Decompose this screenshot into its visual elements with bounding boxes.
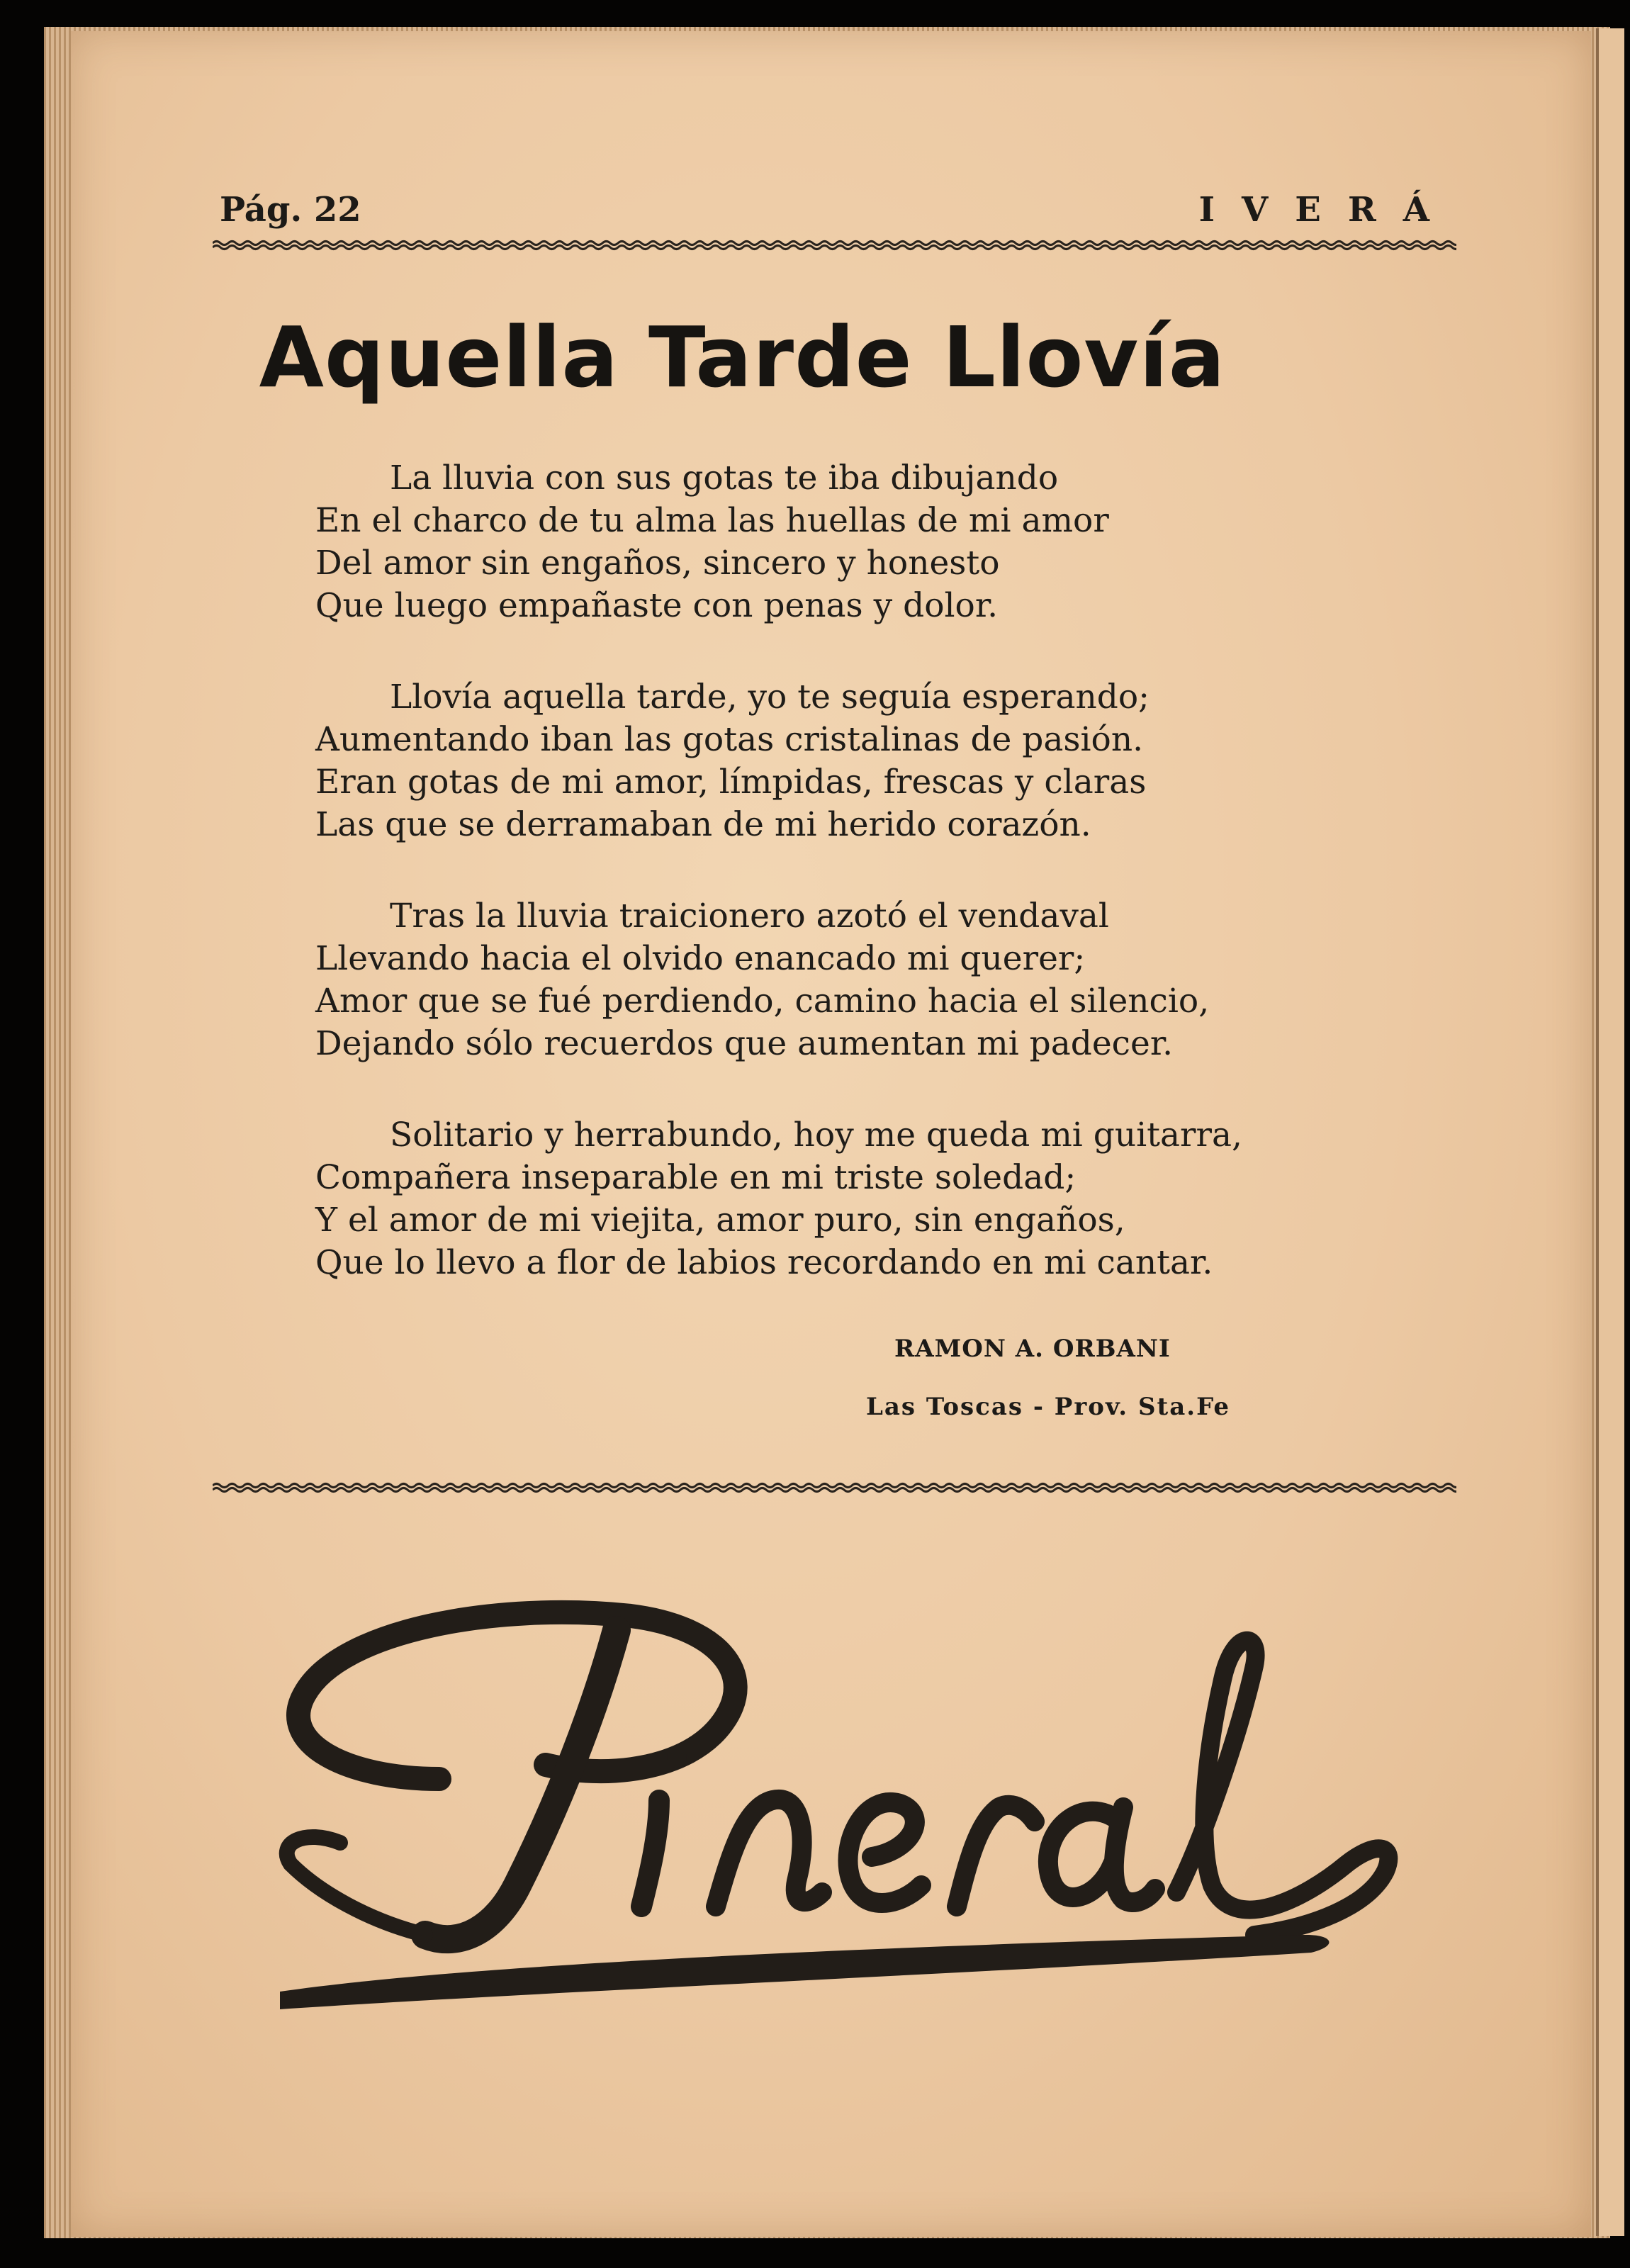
poem-line: Y el amor de mi viejita, amor puro, sin engaños, <box>315 1201 1125 1240</box>
section-wavy-rule <box>213 1480 1456 1495</box>
poem-body <box>315 457 1421 1333</box>
poem-line: La lluvia con sus gotas te iba dibujando <box>390 459 1059 498</box>
poem-author: RAMON A. ORBANI <box>894 1335 1171 1363</box>
poem-line: Las que se derramaban de mi herido corazón. <box>315 805 1091 844</box>
header-wavy-rule <box>213 237 1456 253</box>
poem-line: Amor que se fué perdiendo, camino hacia el silencio, <box>315 982 1210 1021</box>
stanza-4 <box>315 1114 1421 1284</box>
poem-line: Del amor sin engaños, sincero y honesto <box>315 544 1000 583</box>
poem-place: Las Toscas - Prov. Sta.Fe <box>866 1393 1230 1421</box>
stanza-2 <box>315 676 1421 846</box>
stanza-1 <box>315 457 1421 627</box>
poem-line: Tras la lluvia traicionero azotó el vendaval <box>390 897 1109 936</box>
poem-line: Solitario y herrabundo, hoy me queda mi guitarra, <box>390 1116 1242 1155</box>
poem-line: Llevando hacia el olvido enancado mi querer; <box>315 939 1086 978</box>
poem-line: Que luego empañaste con penas y dolor. <box>315 586 999 625</box>
poem-line: Aumentando iban las gotas cristalinas de pasión. <box>315 720 1144 759</box>
poem-title: Aquella Tarde Llovía <box>259 308 1226 406</box>
magazine-name: IVERÁ <box>1198 190 1456 230</box>
next-page-edge <box>1596 28 1624 2236</box>
stanza-3 <box>315 895 1421 1065</box>
page-header <box>213 190 1456 232</box>
poem-line: Compañera inseparable en mi triste soledad; <box>315 1158 1077 1197</box>
pineral-logo <box>262 1566 1410 2020</box>
page-number: Pág. 22 <box>220 190 361 230</box>
poem-line: Llovía aquella tarde, yo te seguía esperando; <box>390 678 1150 717</box>
poem-line: Que lo llevo a flor de labios recordando en mi cantar. <box>315 1243 1213 1282</box>
poem-line: En el charco de tu alma las huellas de mi amor <box>315 501 1109 540</box>
poem-line: Dejando sólo recuerdos que aumentan mi padecer. <box>315 1024 1174 1063</box>
poem-line: Eran gotas de mi amor, límpidas, frescas y claras <box>315 763 1147 802</box>
